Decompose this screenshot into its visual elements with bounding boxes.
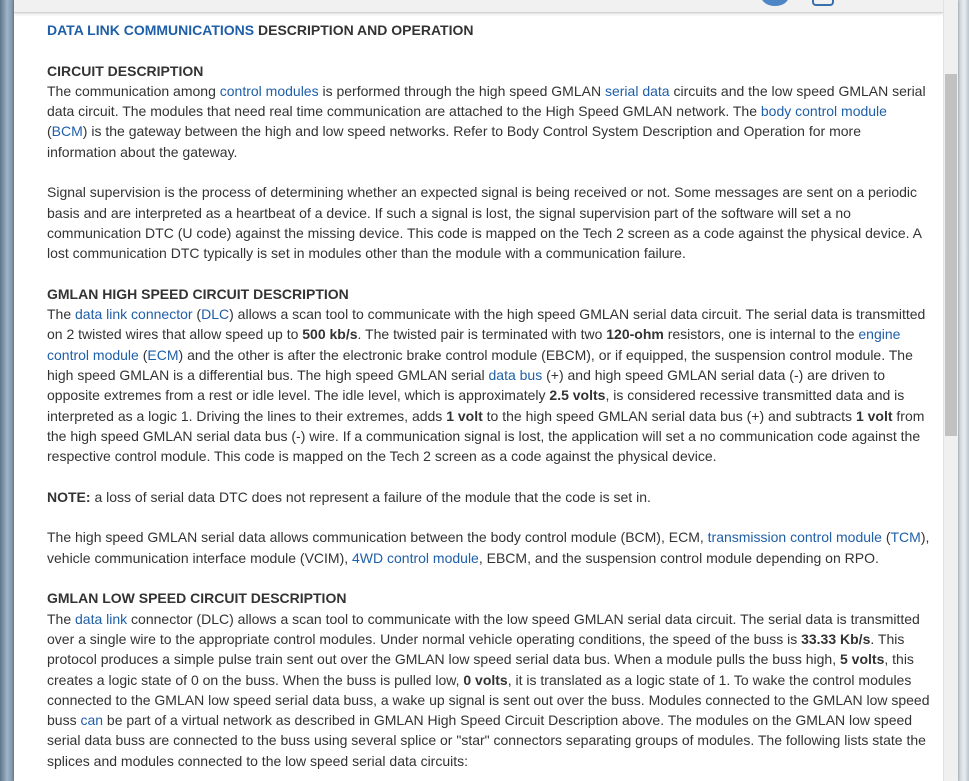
desktop-background-left <box>0 0 14 781</box>
text: . The twisted pair is terminated with two <box>357 326 607 343</box>
bold-voltage: 5 volts <box>840 651 885 668</box>
text: , it is translated as a logic state of 1. To wake the control modules connected to the GMLAN low speed serial data buss, a wake up signal is sent out over the buss. Modules connected to the GMLAN low speed buss <box>47 671 930 729</box>
link-body-control-module[interactable]: body control module <box>760 103 887 120</box>
window-toolbar <box>14 0 943 13</box>
text: ( <box>885 529 891 546</box>
text: , this creates a logic state of 0 on the buss. When the buss is pulled low, <box>47 651 914 688</box>
note-paragraph <box>47 487 931 507</box>
text: The high speed GMLAN serial data allows communication between the body control module (BCM), ECM, <box>47 529 708 546</box>
text: ) is the gateway between the high and low speed networks. Refer to Body Control System Description and Operation for more information about the gateway. <box>47 123 861 160</box>
link-ecm[interactable]: ECM <box>147 346 179 363</box>
text: ) allows a scan tool to communicate with the high speed GMLAN serial data circuit. The serial data is transmitted on 2 twisted wires that allow speed up to <box>47 306 926 343</box>
text: to the high speed GMLAN serial data bus (+) and subtracts <box>482 407 856 424</box>
text: be part of a virtual network as described in GMLAN High Speed Circuit Description above. The modules on the GMLAN low speed serial data buss are connected to the buss using several splice or "star" connectors separating groups of modules. The following lists state the splices and modules connected to the low speed serial data circuits: <box>47 712 926 769</box>
note-text: a loss of serial data DTC does not represent a failure of the module that the code is set in. <box>90 488 651 505</box>
note-label: NOTE: <box>47 488 91 505</box>
bold-speed: 33.33 Kb/s <box>801 630 871 647</box>
link-data-link-connector[interactable]: data link connector <box>75 306 193 323</box>
link-tcm[interactable]: TCM <box>890 529 921 546</box>
high-speed-heading: GMLAN HIGH SPEED CIRCUIT DESCRIPTION <box>47 285 349 302</box>
link-control-modules[interactable]: control modules <box>219 82 319 99</box>
text: resistors, one is internal to the <box>663 326 859 343</box>
link-4wd-control-module[interactable]: 4WD control module <box>352 549 479 566</box>
text: ( <box>192 306 202 323</box>
link-data-bus[interactable]: data bus <box>488 367 543 384</box>
text: ), vehicle communication interface module (VCIM), <box>47 529 930 566</box>
bold-voltage: 0 volts <box>463 671 508 688</box>
text: ( <box>138 346 148 363</box>
bold-volt: 1 volt <box>855 407 893 424</box>
vertical-scrollbar-thumb[interactable] <box>945 74 957 436</box>
circuit-description-heading: CIRCUIT DESCRIPTION <box>47 62 204 79</box>
link-bcm[interactable]: BCM <box>51 123 83 140</box>
low-speed-heading: GMLAN LOW SPEED CIRCUIT DESCRIPTION <box>47 590 347 607</box>
text: from the high speed GMLAN serial data bus (-) wire. If a communication signal is lost, the application will set a no communication code against the respective control module. This code is mapped on the Tech 2 screen as a code against the physical device. <box>47 407 925 465</box>
link-serial-data[interactable]: serial data <box>604 82 670 99</box>
bold-idle-voltage: 2.5 volts <box>549 387 606 404</box>
text: , EBCM, and the suspension control module depending on RPO. <box>478 549 879 566</box>
bold-speed: 500 kb/s <box>302 326 358 343</box>
link-dlc[interactable]: DLC <box>201 306 230 323</box>
desktop-background-right <box>958 0 969 781</box>
circuit-description-paragraph-1 <box>47 81 931 162</box>
text: , is considered recessive transmitted data and is interpreted as a logic 1. Driving the lines to their extremes, adds <box>47 387 905 424</box>
link-engine-control-module[interactable]: engine control module <box>47 326 901 363</box>
text: is performed through the high speed GMLAN <box>318 82 605 99</box>
text: ) and the other is after the electronic brake control module (EBCM), or if equipped, the suspension control module. The high speed GMLAN is a differential bus. The high speed GMLAN serial <box>47 346 913 384</box>
circuit-description-paragraph-2: Signal supervision is the process of determining whether an expected signal is being received or not. Some messages are sent on a periodic basis and are interpreted as a heartbeat of a device. If such a signal is lost, the signal supervision part of the software will set a no communication DTC (U code) against the missing device. This code is mapped on the Tech 2 screen as a code against the physical device. A lost communication DTC typically is set in modules other than the module with a communication failure. <box>47 184 922 262</box>
text: ( <box>47 123 52 140</box>
text: The <box>47 610 76 627</box>
link-data-link[interactable]: data link <box>75 610 128 627</box>
text: The communication among <box>47 82 220 99</box>
page-title <box>47 20 931 40</box>
text: circuits and the low speed GMLAN serial data circuit. The modules that need real time communication are attached to the High Speed GMLAN network. The <box>47 82 926 120</box>
toolbar-icon-button[interactable] <box>812 0 834 6</box>
low-speed-paragraph-1 <box>47 609 931 771</box>
title-text: DESCRIPTION AND OPERATION <box>254 22 474 38</box>
text: (+) and high speed GMLAN serial data (-) are driven to opposite extremes from a rest or idle level. The idle level, which is approximately <box>47 367 885 404</box>
text: connector (DLC) allows a scan tool to communicate with the low speed GMLAN serial data circuit. The serial data is transmitted over a single wire to the appropriate control modules. Under normal vehicle operating conditions, the speed of the buss is <box>47 610 920 647</box>
text: The <box>47 306 76 323</box>
link-transmission-control-module[interactable]: transmission control module <box>707 529 882 546</box>
link-can[interactable]: can <box>80 712 104 729</box>
bold-resistance: 120-ohm <box>606 326 664 343</box>
title-link[interactable]: DATA LINK COMMUNICATIONS <box>47 22 255 38</box>
document-window <box>14 0 958 781</box>
text: . This protocol produces a simple pulse train sent out over the GMLAN low speed serial data bus. When a module pulls the buss high, <box>47 630 905 668</box>
document-content <box>47 20 931 771</box>
toolbar-circle-button[interactable] <box>761 0 789 6</box>
high-speed-paragraph-2 <box>47 527 931 568</box>
high-speed-paragraph-1 <box>47 304 931 466</box>
bold-volt: 1 volt <box>446 407 483 424</box>
